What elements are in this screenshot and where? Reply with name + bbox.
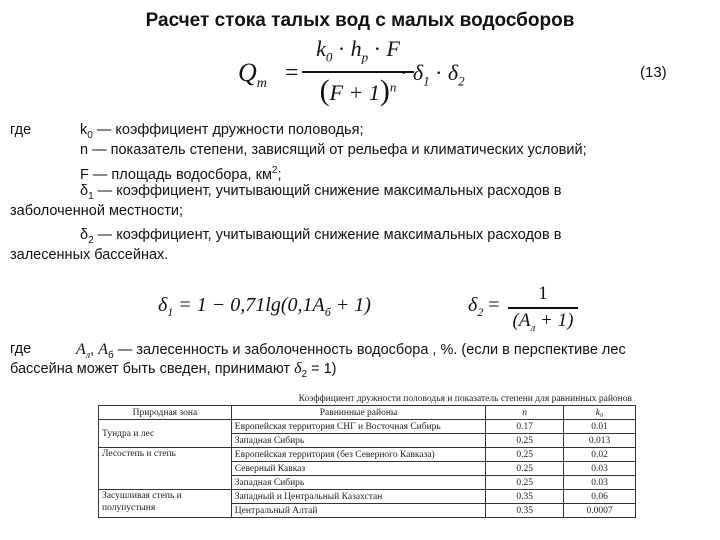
def-delta1-cont: заболоченной местности;: [10, 203, 183, 219]
cell-region: Европейская территория СНГ и Восточная Сибирь: [231, 420, 485, 434]
h-symbol: h: [350, 36, 362, 61]
cell-zone: Лесостепь и степь: [99, 448, 232, 490]
delta1-symbol: δ: [80, 183, 89, 199]
close-paren: ): [379, 74, 390, 107]
cell-n: 0.35: [486, 504, 564, 518]
cell-n: 0.17: [486, 420, 564, 434]
cell-k0: 0.01: [564, 420, 636, 434]
equals-sign: =: [285, 60, 299, 86]
table-header-row: [99, 406, 636, 420]
cell-zone: Тундра и лес: [99, 420, 232, 448]
table-caption: Коэффициент дружности половодья и показатель степени для равнинных районов: [298, 394, 632, 404]
dot-operator: ·: [435, 60, 443, 85]
cell-n: 0.25: [486, 476, 564, 490]
cell-region: Центральный Алтай: [231, 504, 485, 518]
f-end: ;: [277, 166, 282, 183]
exponent-n: n: [389, 79, 397, 95]
cell-k0: 0.02: [564, 448, 636, 462]
delta2-subscript: 2: [301, 368, 308, 380]
formula-tail: [400, 60, 465, 89]
denominator-tail: + 1): [535, 310, 574, 331]
delta2-symbol: δ: [468, 294, 478, 316]
q-symbol: Q: [238, 58, 257, 87]
cell-n: 0.35: [486, 490, 564, 504]
note-condition: бассейна может быть сведен, принимают: [10, 361, 295, 377]
table-row: [99, 420, 636, 434]
k0-symbol: k: [316, 36, 326, 61]
formula-delta1: [158, 294, 371, 320]
delta2-denominator: [508, 310, 578, 334]
al-subscript: л: [530, 321, 536, 334]
header-k0: k₀: [564, 406, 636, 420]
note-line2: [10, 359, 337, 384]
ab-subscript: б: [324, 305, 331, 319]
cell-region: Западный и Центральный Казахстан: [231, 490, 485, 504]
where-label: где: [10, 341, 32, 357]
equation-number: (13): [640, 64, 667, 81]
note-description: — залесенность и заболоченность водосбора , %. (если в перспективе лес: [113, 342, 626, 358]
delta1-symbol: δ: [412, 60, 424, 85]
open-paren: (: [319, 74, 330, 107]
al-symbol: (A: [512, 310, 531, 331]
delta2-symbol: δ: [447, 60, 459, 85]
delta2-subscript: 2: [458, 73, 465, 89]
note-value: = 1): [307, 361, 337, 377]
table-row: [99, 490, 636, 504]
k0-subscript: 0: [87, 129, 93, 141]
delta2-symbol: δ: [294, 360, 302, 377]
cell-k0: 0.013: [564, 434, 636, 448]
coefficient-table: [98, 393, 636, 518]
where-label: где: [10, 122, 32, 138]
equals-sign: =: [483, 294, 500, 316]
ab-subscript: б: [108, 349, 114, 361]
delta1-subscript: 1: [167, 305, 174, 319]
page-title: Расчет стока талых вод с малых водосборов: [145, 10, 575, 31]
table-row: [99, 448, 636, 462]
cell-k0: 0.03: [564, 476, 636, 490]
header-region: Равнинные районы: [231, 406, 485, 420]
delta2-subscript: 2: [477, 305, 484, 319]
delta2-symbol: δ: [80, 227, 89, 243]
header-n: n: [486, 406, 564, 420]
header-zone: Природная зона: [99, 406, 232, 420]
cell-k0: 0.03: [564, 462, 636, 476]
delta1-expression: = 1 − 0,71lg(0,1A: [173, 294, 325, 316]
dot-operator: ·: [400, 60, 408, 85]
dot-operator: ·: [337, 36, 346, 61]
dot-operator: ·: [373, 36, 381, 61]
denominator-inner: F + 1: [329, 80, 380, 105]
def-n: n — показатель степени, зависящий от рельефа и климатических условий;: [80, 142, 587, 158]
k0-symbol: k: [80, 122, 88, 138]
cell-region: Европейская территория (без Северного Кавказа): [231, 448, 485, 462]
k0-description: — коэффициент дружности половодья;: [92, 122, 364, 138]
q-subscript: m: [256, 76, 267, 92]
cell-n: 0.25: [486, 448, 564, 462]
al-subscript: л: [85, 349, 91, 361]
formula-numerator: [302, 36, 414, 65]
cell-region: Западная Сибирь: [231, 476, 485, 490]
delta1-symbol: δ: [158, 294, 168, 316]
delta2-subscript: 2: [88, 234, 94, 246]
cell-n: 0.25: [486, 462, 564, 476]
cell-k0: 0.0007: [564, 504, 636, 518]
cell-k0: 0.06: [564, 490, 636, 504]
al-symbol: A: [76, 341, 86, 358]
fraction-bar: [508, 307, 578, 309]
formula-denominator: [302, 74, 414, 108]
def-delta2-cont: залесенных бассейнах.: [10, 247, 169, 263]
km-superscript: 2: [271, 165, 278, 176]
delta2-lhs: [468, 294, 500, 320]
delta2-numerator: 1: [538, 283, 548, 304]
f-symbol: F: [386, 36, 400, 61]
k0-subscript: 0: [325, 49, 333, 65]
delta1-description: — коэффициент, учитывающий снижение максимальных расходов в: [93, 183, 562, 199]
cell-region: Западная Сибирь: [231, 434, 485, 448]
h-subscript: p: [361, 49, 369, 65]
f-description: F — площадь водосбора, км: [80, 166, 272, 183]
cell-n: 0.25: [486, 434, 564, 448]
cell-zone: Засушливая степь и полупустыня: [99, 490, 232, 518]
ab-symbol: A: [98, 341, 108, 358]
delta2-description: — коэффициент, учитывающий снижение максимальных расходов в: [93, 227, 562, 243]
delta1-expression-tail: + 1): [330, 294, 371, 316]
comma: ,: [90, 342, 99, 358]
fraction-bar: [302, 71, 414, 73]
delta1-subscript: 1: [88, 190, 94, 202]
cell-region: Северный Кавказ: [231, 462, 485, 476]
formula-lhs: [238, 58, 267, 92]
delta1-subscript: 1: [423, 73, 430, 89]
